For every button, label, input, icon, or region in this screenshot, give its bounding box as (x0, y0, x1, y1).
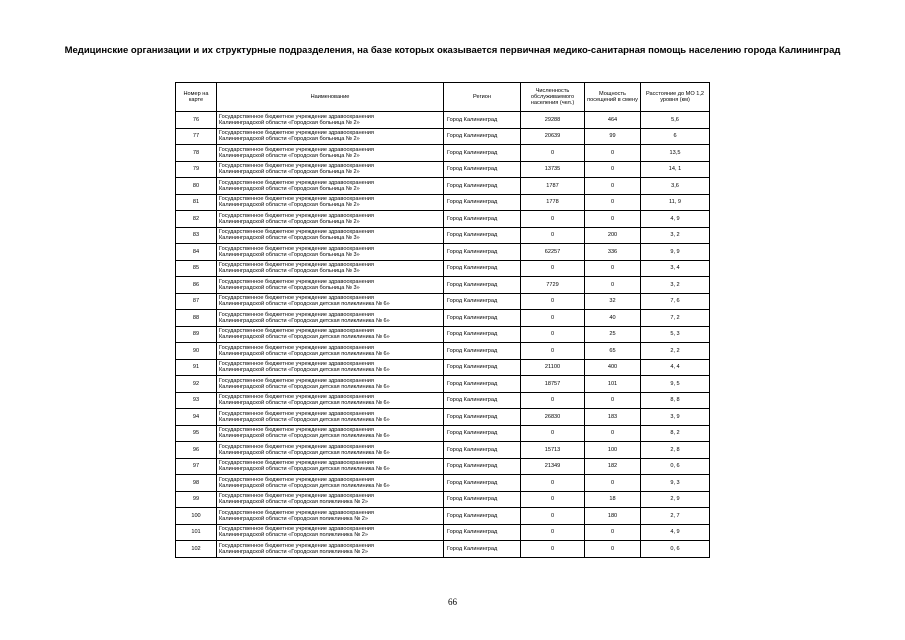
cell-capacity: 25 (585, 326, 641, 343)
cell-name-line1: Государственное бюджетное учреждение здравоохранения (219, 146, 374, 153)
cell-name-line2: Калининградской области «Городская детская поликлиника № 6» (219, 317, 390, 324)
cell-name-line1: Государственное бюджетное учреждение здравоохранения (219, 328, 374, 335)
cell-capacity: 40 (585, 310, 641, 327)
cell-population: 1787 (521, 178, 585, 195)
cell-name-line2: Калининградской области «Городская больница № 2» (219, 152, 360, 159)
table-row (176, 475, 710, 492)
cell-distance: 3, 2 (641, 227, 710, 244)
table-row (176, 524, 710, 541)
table-row (176, 293, 710, 310)
cell-population: 7729 (521, 277, 585, 294)
cell-name-line2: Калининградской области «Городская детская поликлиника № 6» (219, 482, 390, 489)
cell-population: 62257 (521, 244, 585, 261)
cell-name-line1: Государственное бюджетное учреждение здравоохранения (219, 245, 374, 252)
table-row (176, 161, 710, 178)
table-row (176, 260, 710, 277)
cell-number: 84 (176, 244, 217, 261)
cell-region: Город Калининград (444, 227, 521, 244)
table-body (176, 112, 710, 558)
cell-region: Город Калининград (444, 112, 521, 129)
header-name: Наименование (217, 83, 444, 112)
table-row (176, 244, 710, 261)
cell-distance: 3, 2 (641, 277, 710, 294)
cell-population: 1778 (521, 194, 585, 211)
cell-population: 0 (521, 475, 585, 492)
cell-region: Город Калининград (444, 161, 521, 178)
table-row (176, 194, 710, 211)
cell-distance: 9, 3 (641, 475, 710, 492)
cell-name (217, 475, 444, 492)
cell-number: 87 (176, 293, 217, 310)
table-row (176, 425, 710, 442)
organizations-table (175, 82, 710, 558)
cell-name-line2: Калининградской области «Городская больница № 2» (219, 202, 360, 209)
cell-capacity: 0 (585, 145, 641, 162)
cell-name-line2: Калининградской области «Городская детская поликлиника № 6» (219, 466, 390, 473)
cell-name-line1: Государственное бюджетное учреждение здравоохранения (219, 394, 374, 401)
cell-name-line2: Калининградской области «Городская больница № 2» (219, 169, 360, 176)
table-row (176, 491, 710, 508)
table-row (176, 343, 710, 360)
cell-name (217, 359, 444, 376)
cell-capacity: 0 (585, 425, 641, 442)
cell-population: 29288 (521, 112, 585, 129)
table-row (176, 541, 710, 558)
cell-number: 100 (176, 508, 217, 525)
cell-name-line2: Калининградской области «Городская больница № 2» (219, 119, 360, 126)
cell-name-line2: Калининградской области «Городская детская поликлиника № 6» (219, 334, 390, 341)
cell-name (217, 128, 444, 145)
cell-name-line1: Государственное бюджетное учреждение здравоохранения (219, 179, 374, 186)
table-row (176, 145, 710, 162)
cell-name (217, 227, 444, 244)
cell-name-line2: Калининградской области «Городская детская поликлиника № 6» (219, 367, 390, 374)
cell-distance: 3, 4 (641, 260, 710, 277)
cell-name-line1: Государственное бюджетное учреждение здравоохранения (219, 130, 374, 137)
header-population: Численность обслуживаемого населения (чел.) (521, 83, 585, 112)
page-number: 66 (448, 597, 457, 607)
cell-region: Город Калининград (444, 359, 521, 376)
cell-name (217, 524, 444, 541)
cell-distance: 4, 4 (641, 359, 710, 376)
cell-distance: 13,5 (641, 145, 710, 162)
cell-region: Город Калининград (444, 508, 521, 525)
cell-name-line1: Государственное бюджетное учреждение здравоохранения (219, 344, 374, 351)
cell-name (217, 442, 444, 459)
page-title: Медицинские организации и их структурные подразделения, на базе которых оказывается первичная медико-санитарная помощь населению города Калининград (64, 45, 841, 56)
table-row (176, 178, 710, 195)
table-row (176, 277, 710, 294)
cell-name-line2: Калининградской области «Городская детская поликлиника № 6» (219, 416, 390, 423)
cell-name (217, 178, 444, 195)
cell-region: Город Калининград (444, 260, 521, 277)
cell-name-line1: Государственное бюджетное учреждение здравоохранения (219, 476, 374, 483)
cell-capacity: 0 (585, 194, 641, 211)
cell-name (217, 310, 444, 327)
cell-capacity: 0 (585, 211, 641, 228)
cell-distance: 6 (641, 128, 710, 145)
cell-region: Город Калининград (444, 491, 521, 508)
cell-population: 18757 (521, 376, 585, 393)
cell-name (217, 541, 444, 558)
cell-number: 90 (176, 343, 217, 360)
cell-name-line2: Калининградской области «Городская больница № 2» (219, 136, 360, 143)
cell-capacity: 100 (585, 442, 641, 459)
cell-name (217, 508, 444, 525)
cell-name-line1: Государственное бюджетное учреждение здравоохранения (219, 113, 374, 120)
table-row (176, 392, 710, 409)
cell-capacity: 336 (585, 244, 641, 261)
cell-region: Город Калининград (444, 458, 521, 475)
cell-population: 0 (521, 293, 585, 310)
cell-capacity: 99 (585, 128, 641, 145)
cell-capacity: 18 (585, 491, 641, 508)
cell-name (217, 293, 444, 310)
cell-number: 101 (176, 524, 217, 541)
cell-name (217, 260, 444, 277)
cell-distance: 14, 1 (641, 161, 710, 178)
cell-region: Город Калининград (444, 541, 521, 558)
cell-distance: 7, 2 (641, 310, 710, 327)
cell-population: 21100 (521, 359, 585, 376)
cell-number: 93 (176, 392, 217, 409)
cell-name-line1: Государственное бюджетное учреждение здравоохранения (219, 361, 374, 368)
cell-name-line1: Государственное бюджетное учреждение здравоохранения (219, 311, 374, 318)
table-row (176, 409, 710, 426)
cell-region: Город Калининград (444, 244, 521, 261)
table-row (176, 310, 710, 327)
cell-capacity: 0 (585, 541, 641, 558)
cell-distance: 3, 9 (641, 409, 710, 426)
cell-capacity: 0 (585, 161, 641, 178)
cell-name-line2: Калининградской области «Городская детская поликлиника № 6» (219, 449, 390, 456)
cell-number: 85 (176, 260, 217, 277)
cell-name-line2: Калининградской области «Городская поликлиника № 2» (219, 532, 368, 539)
cell-capacity: 65 (585, 343, 641, 360)
cell-number: 89 (176, 326, 217, 343)
cell-capacity: 0 (585, 392, 641, 409)
cell-distance: 11, 9 (641, 194, 710, 211)
cell-capacity: 183 (585, 409, 641, 426)
cell-name-line1: Государственное бюджетное учреждение здравоохранения (219, 262, 374, 269)
table-row (176, 359, 710, 376)
cell-name-line1: Государственное бюджетное учреждение здравоохранения (219, 410, 374, 417)
cell-region: Город Калининград (444, 293, 521, 310)
cell-population: 0 (521, 211, 585, 228)
cell-capacity: 464 (585, 112, 641, 129)
cell-number: 79 (176, 161, 217, 178)
cell-name-line2: Калининградской области «Городская больница № 3» (219, 284, 360, 291)
cell-region: Город Калининград (444, 326, 521, 343)
cell-name (217, 491, 444, 508)
cell-population: 0 (521, 541, 585, 558)
cell-number: 76 (176, 112, 217, 129)
cell-capacity: 0 (585, 524, 641, 541)
cell-region: Город Калининград (444, 145, 521, 162)
table-row (176, 458, 710, 475)
cell-name-line1: Государственное бюджетное учреждение здравоохранения (219, 377, 374, 384)
cell-name (217, 376, 444, 393)
header-region: Регион (444, 83, 521, 112)
cell-name (217, 277, 444, 294)
cell-region: Город Калининград (444, 442, 521, 459)
cell-number: 78 (176, 145, 217, 162)
cell-name-line1: Государственное бюджетное учреждение здравоохранения (219, 443, 374, 450)
cell-distance: 8, 2 (641, 425, 710, 442)
cell-population: 0 (521, 260, 585, 277)
table-row (176, 326, 710, 343)
cell-number: 97 (176, 458, 217, 475)
cell-name-line1: Государственное бюджетное учреждение здравоохранения (219, 212, 374, 219)
cell-distance: 2, 9 (641, 491, 710, 508)
cell-region: Город Калининград (444, 178, 521, 195)
cell-name-line1: Государственное бюджетное учреждение здравоохранения (219, 493, 374, 500)
cell-name-line2: Калининградской области «Городская больница № 2» (219, 218, 360, 225)
cell-name-line1: Государственное бюджетное учреждение здравоохранения (219, 229, 374, 236)
cell-population: 0 (521, 227, 585, 244)
cell-capacity: 0 (585, 178, 641, 195)
table-header-row (176, 83, 710, 112)
cell-distance: 2, 8 (641, 442, 710, 459)
cell-name-line2: Калининградской области «Городская больница № 2» (219, 185, 360, 192)
cell-name-line2: Калининградской области «Городская детская поликлиника № 6» (219, 433, 390, 440)
cell-name (217, 145, 444, 162)
cell-population: 0 (521, 326, 585, 343)
cell-distance: 0, 6 (641, 458, 710, 475)
cell-population: 13735 (521, 161, 585, 178)
cell-capacity: 0 (585, 277, 641, 294)
table-row (176, 442, 710, 459)
cell-population: 0 (521, 310, 585, 327)
cell-region: Город Калининград (444, 343, 521, 360)
cell-distance: 2, 7 (641, 508, 710, 525)
header-distance: Расстояние до МО 1,2 уровня (км) (641, 83, 710, 112)
cell-name (217, 425, 444, 442)
cell-population: 0 (521, 343, 585, 360)
cell-name-line2: Калининградской области «Городская поликлиника № 2» (219, 548, 368, 555)
cell-name-line2: Калининградской области «Городская детская поликлиника № 6» (219, 383, 390, 390)
cell-number: 99 (176, 491, 217, 508)
cell-region: Город Калининград (444, 475, 521, 492)
cell-name-line2: Калининградской области «Городская детская поликлиника № 6» (219, 400, 390, 407)
cell-population: 0 (521, 524, 585, 541)
cell-name-line2: Калининградской области «Городская детская поликлиника № 6» (219, 301, 390, 308)
cell-name (217, 194, 444, 211)
cell-population: 26830 (521, 409, 585, 426)
cell-population: 21349 (521, 458, 585, 475)
cell-population: 0 (521, 508, 585, 525)
cell-region: Город Калининград (444, 524, 521, 541)
cell-region: Город Калининград (444, 194, 521, 211)
cell-distance: 9, 9 (641, 244, 710, 261)
cell-number: 80 (176, 178, 217, 195)
table-row (176, 128, 710, 145)
cell-population: 0 (521, 491, 585, 508)
cell-capacity: 0 (585, 475, 641, 492)
cell-name-line2: Калининградской области «Городская больница № 3» (219, 251, 360, 258)
cell-distance: 9, 5 (641, 376, 710, 393)
cell-name-line2: Калининградской области «Городская поликлиника № 2» (219, 499, 368, 506)
cell-region: Город Калининград (444, 211, 521, 228)
cell-distance: 4, 9 (641, 211, 710, 228)
cell-number: 102 (176, 541, 217, 558)
table-row (176, 112, 710, 129)
cell-population: 20639 (521, 128, 585, 145)
cell-region: Город Калининград (444, 392, 521, 409)
cell-name (217, 458, 444, 475)
cell-region: Город Калининград (444, 376, 521, 393)
cell-capacity: 200 (585, 227, 641, 244)
cell-name-line2: Калининградской области «Городская детская поликлиника № 6» (219, 350, 390, 357)
cell-population: 0 (521, 425, 585, 442)
cell-number: 98 (176, 475, 217, 492)
cell-name (217, 326, 444, 343)
cell-distance: 2, 2 (641, 343, 710, 360)
cell-name-line2: Калининградской области «Городская поликлиника № 2» (219, 515, 368, 522)
cell-region: Город Калининград (444, 310, 521, 327)
cell-name-line1: Государственное бюджетное учреждение здравоохранения (219, 427, 374, 434)
cell-number: 91 (176, 359, 217, 376)
cell-capacity: 400 (585, 359, 641, 376)
cell-distance: 4, 9 (641, 524, 710, 541)
cell-name-line2: Калининградской области «Городская больница № 3» (219, 235, 360, 242)
cell-distance: 5,6 (641, 112, 710, 129)
cell-distance: 5, 3 (641, 326, 710, 343)
cell-name-line1: Государственное бюджетное учреждение здравоохранения (219, 278, 374, 285)
table-row (176, 211, 710, 228)
header-number: Номер на карте (176, 83, 217, 112)
cell-capacity: 101 (585, 376, 641, 393)
cell-distance: 8, 8 (641, 392, 710, 409)
cell-name (217, 112, 444, 129)
cell-capacity: 32 (585, 293, 641, 310)
cell-number: 95 (176, 425, 217, 442)
cell-number: 96 (176, 442, 217, 459)
cell-region: Город Калининград (444, 128, 521, 145)
cell-capacity: 182 (585, 458, 641, 475)
cell-name-line1: Государственное бюджетное учреждение здравоохранения (219, 526, 374, 533)
cell-name-line1: Государственное бюджетное учреждение здравоохранения (219, 163, 374, 170)
cell-number: 86 (176, 277, 217, 294)
table-row (176, 508, 710, 525)
cell-capacity: 0 (585, 260, 641, 277)
header-capacity: Мощность посещений в смену (585, 83, 641, 112)
cell-distance: 0, 6 (641, 541, 710, 558)
cell-name (217, 161, 444, 178)
cell-region: Город Калининград (444, 277, 521, 294)
cell-region: Город Калининград (444, 425, 521, 442)
cell-name (217, 244, 444, 261)
cell-name-line2: Калининградской области «Городская больница № 3» (219, 268, 360, 275)
cell-region: Город Калининград (444, 409, 521, 426)
cell-number: 88 (176, 310, 217, 327)
cell-number: 77 (176, 128, 217, 145)
cell-name (217, 343, 444, 360)
cell-name-line1: Государственное бюджетное учреждение здравоохранения (219, 295, 374, 302)
cell-name (217, 409, 444, 426)
cell-distance: 3,6 (641, 178, 710, 195)
cell-name-line1: Государственное бюджетное учреждение здравоохранения (219, 196, 374, 203)
cell-population: 15713 (521, 442, 585, 459)
table-row (176, 376, 710, 393)
cell-name-line1: Государственное бюджетное учреждение здравоохранения (219, 460, 374, 467)
cell-number: 81 (176, 194, 217, 211)
cell-number: 94 (176, 409, 217, 426)
cell-number: 82 (176, 211, 217, 228)
cell-number: 92 (176, 376, 217, 393)
cell-name (217, 211, 444, 228)
cell-population: 0 (521, 392, 585, 409)
cell-name-line1: Государственное бюджетное учреждение здравоохранения (219, 509, 374, 516)
cell-distance: 7, 6 (641, 293, 710, 310)
table-row (176, 227, 710, 244)
cell-population: 0 (521, 145, 585, 162)
cell-name (217, 392, 444, 409)
cell-name-line1: Государственное бюджетное учреждение здравоохранения (219, 542, 374, 549)
cell-capacity: 180 (585, 508, 641, 525)
cell-number: 83 (176, 227, 217, 244)
